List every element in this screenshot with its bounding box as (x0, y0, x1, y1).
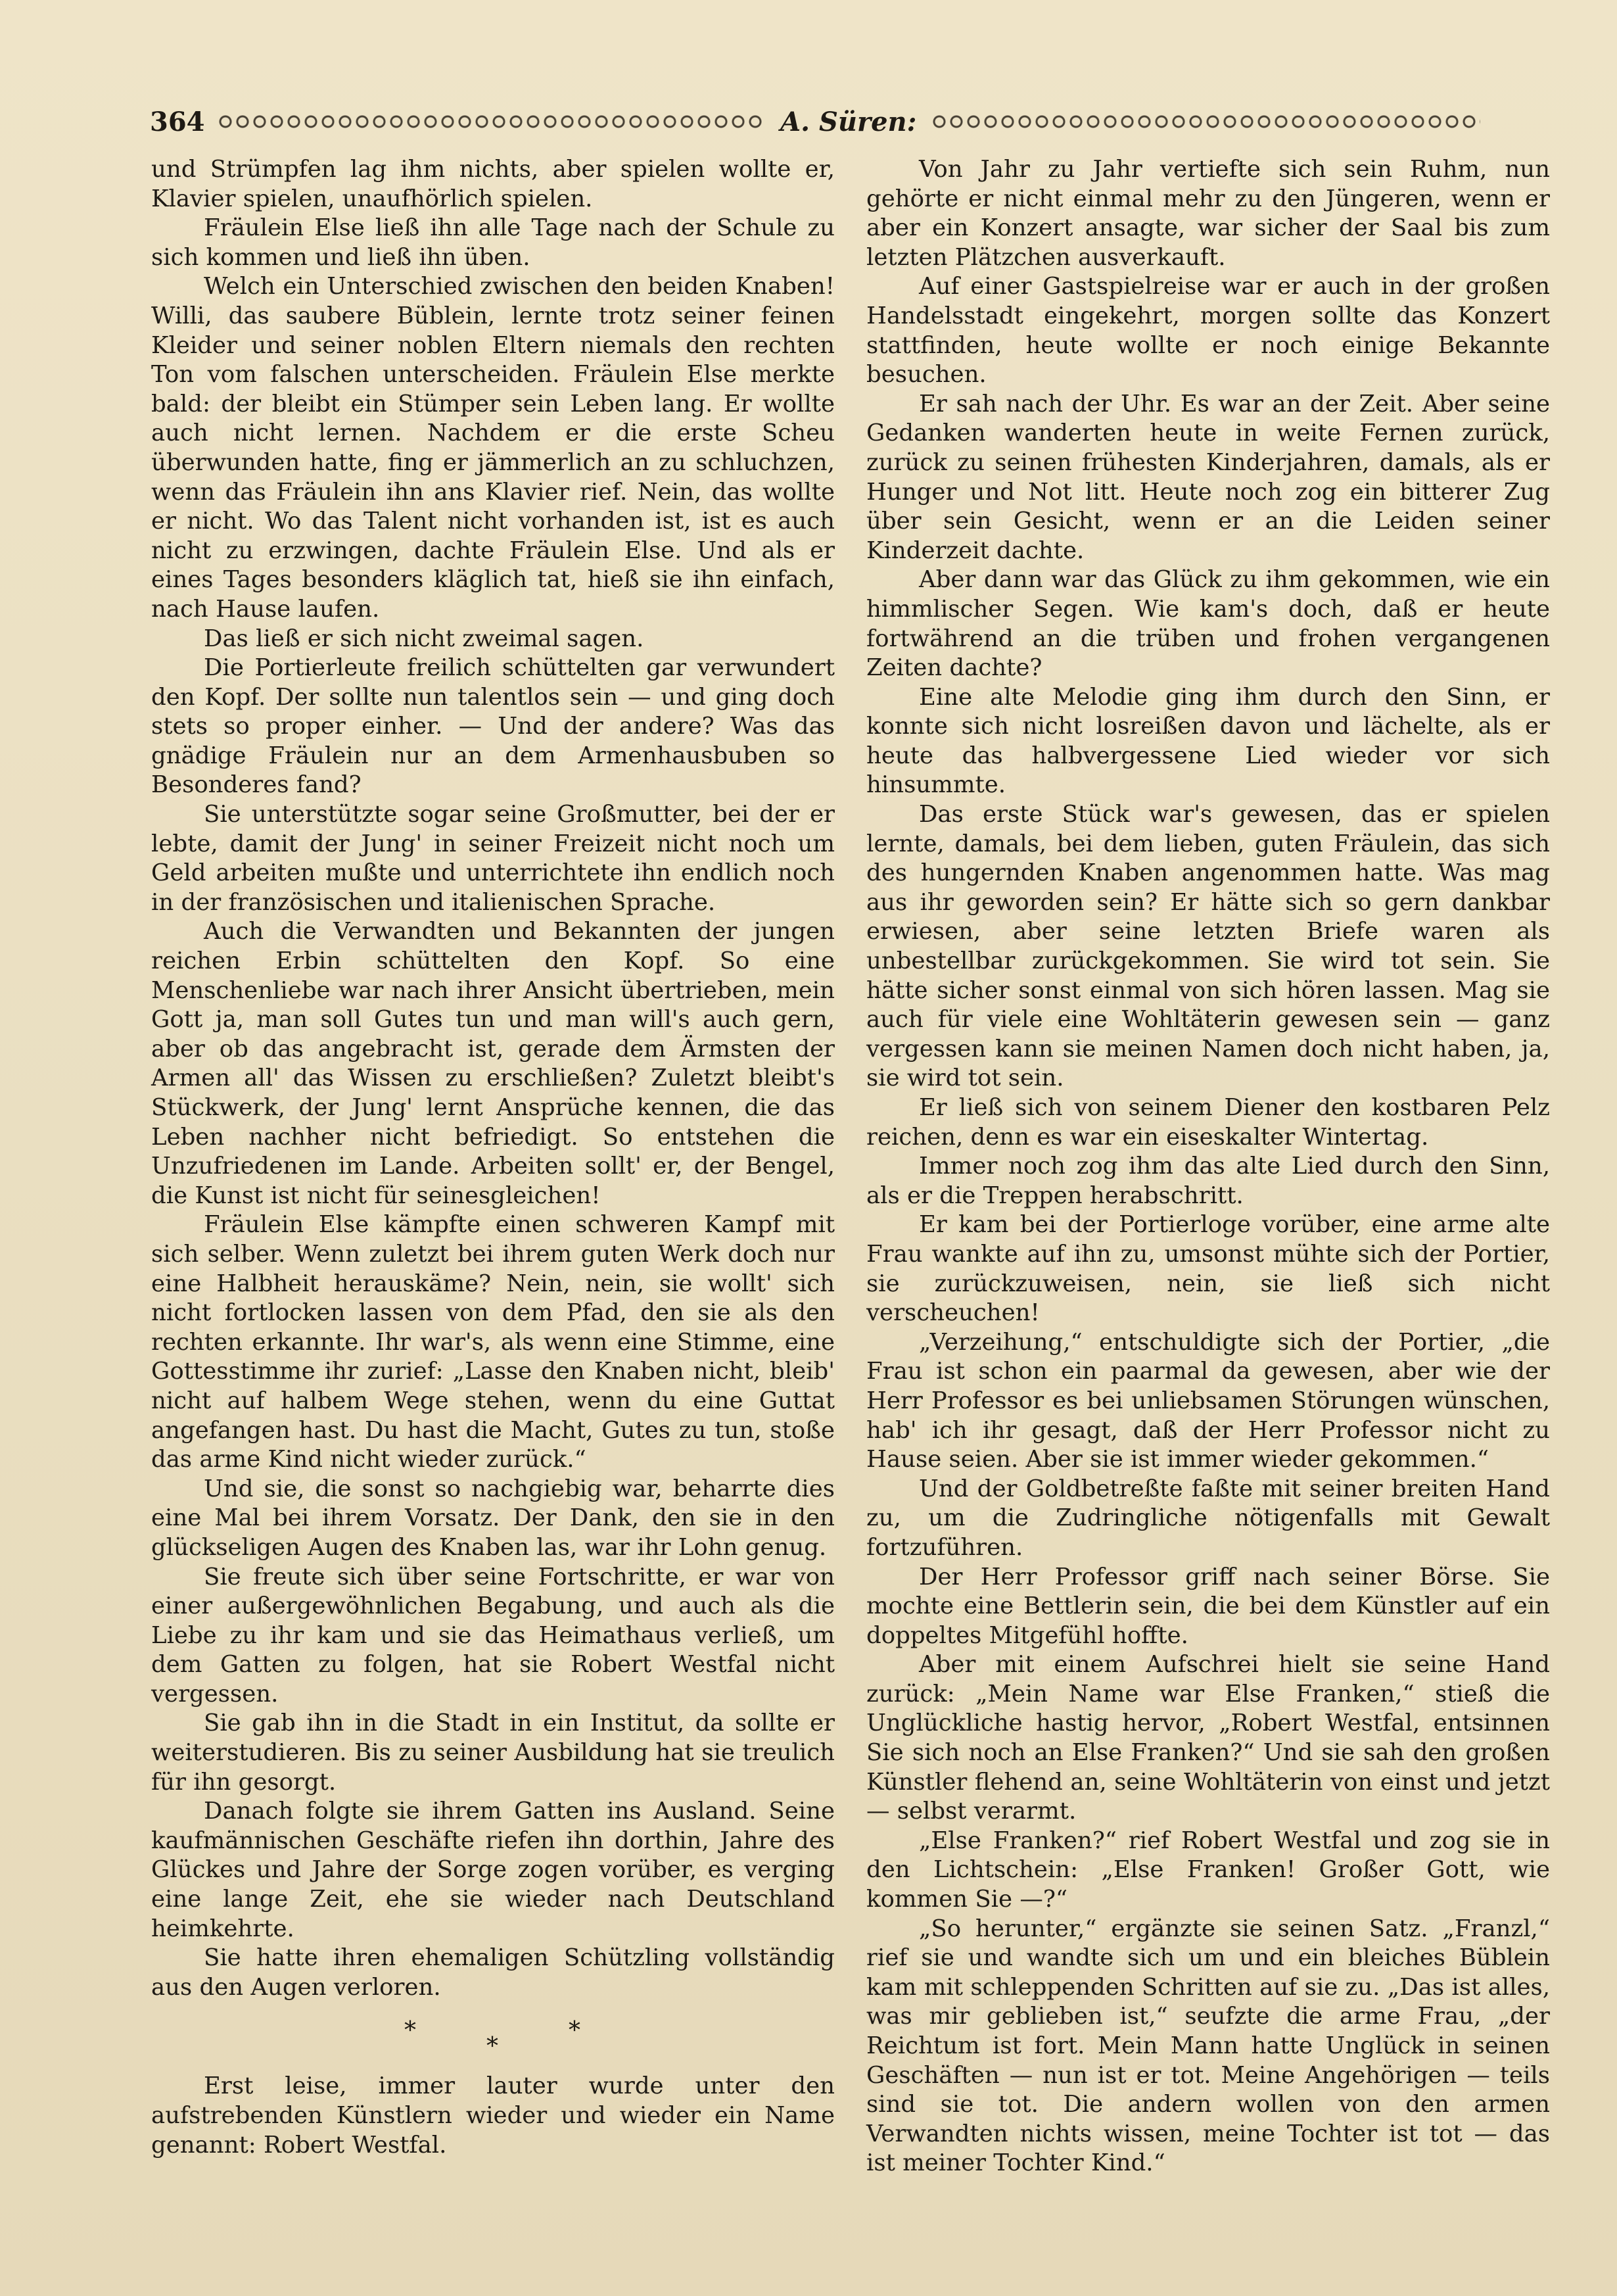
paragraph: Welch ein Unterschied zwischen den beiden Knaben! Willi, das saubere Büblein, lernte trotz seiner feinen Kleider und seiner noblen Eltern niemals den rechten Ton vom falschen unterscheiden. Fräulein Else merkte bald: der bleibt ein Stümper sein Leben lang. Er wollte auch nicht lernen. Nachdem er die erste Scheu überwunden hatte, fing er jämmerlich an zu schluchzen, wenn das Fräulein ihn ans Klavier rief. Nein, das wollte er nicht. Wo das Talent nicht vorhanden ist, ist es auch nicht zu erzwingen, dachte Fräulein Else. Und als er eines Tages besonders kläglich tat, hieß sie ihn einfach, nach Hause laufen. (151, 273, 835, 623)
right-column (866, 155, 1550, 2178)
left-column-after-separator (151, 2072, 835, 2160)
paragraph: Sie unterstützte sogar seine Großmutter, bei der er lebte, damit der Jung' in seiner Freizeit nicht noch um Geld arbeiten mußte und unterrichtete ihn endlich noch in der französischen und italienischen Sprache. (151, 801, 835, 916)
separator-star-1: * (404, 2017, 416, 2045)
ornament-rule-right (931, 113, 1480, 130)
page-number: 364 (150, 106, 205, 137)
paragraph: Erst leise, immer lauter wurde unter den aufstrebenden Künstlern wieder und wieder ein Name genannt: Robert Westfal. (151, 2072, 835, 2159)
paragraph: Und sie, die sonst so nachgiebig war, beharrte dies eine Mal bei ihrem Vorsatz. Der Dank, den sie in den glückseligen Augen des Knaben las, war ihr Lohn genug. (151, 1475, 835, 1561)
left-column (151, 155, 835, 2160)
separator-star-2: * (486, 2033, 498, 2061)
page-header (150, 99, 1480, 145)
paragraph: Immer noch zog ihm das alte Lied durch den Sinn, als er die Treppen herabschritt. (866, 1153, 1550, 1209)
paragraph: Er sah nach der Uhr. Es war an der Zeit. Aber seine Gedanken wanderten heute in weite Fernen zurück, zurück zu seinen frühesten Kinderjahren, damals, als er Hunger und Not litt. Heute noch zog ein bitterer Zug über sein Gesicht, wenn er an die Leiden seiner Kinderzeit dachte. (866, 390, 1550, 564)
paragraph: Auch die Verwandten und Bekannten der jungen reichen Erbin schüttelten den Kopf. So eine Menschenliebe war nach ihrer Ansicht übertrieben, mein Gott ja, man soll Gutes tun und man will's auch gern, aber ob das angebracht ist, gerade dem Ärmsten der Armen all' das Wissen zu erschließen? Zuletzt bleibt's Stückwerk, der Jung' lernt Ansprüche kennen, die das Leben nachher nicht befriedigt. So entstehen die Unzufriedenen im Lande. Arbeiten sollt' er, der Bengel, die Kunst ist nicht für seinesgleichen! (151, 918, 835, 1209)
paragraph: Auf einer Gastspielreise war er auch in der großen Handelsstadt eingekehrt, morgen sollte das Konzert stattfinden, heute wollte er noch einige Bekannte besuchen. (866, 273, 1550, 389)
paragraph: Das ließ er sich nicht zweimal sagen. (204, 625, 644, 652)
paragraph: Von Jahr zu Jahr vertiefte sich sein Ruhm, nun gehörte er nicht einmal mehr zu den Jüngeren, wenn er aber ein Konzert ansagte, war sicher der Saal bis zum letzten Plätzchen ausverkauft. (866, 156, 1550, 271)
paragraph: Er ließ sich von seinem Diener den kostbaren Pelz reichen, denn es war ein eiseskalter Wintertag. (866, 1094, 1550, 1151)
paragraph: „Verzeihung,“ entschuldigte sich der Portier, „die Frau ist schon ein paarmal da gewesen, aber wie der Herr Professor es bei unliebsamen Störungen wünschen, hab' ich ihr gesagt, daß der Herr Professor nicht zu Hause seien. Aber sie ist immer wieder gekommen.“ (866, 1328, 1550, 1473)
paragraph: Das erste Stück war's gewesen, das er spielen lernte, damals, bei dem lieben, guten Fräulein, das sich des hungernden Knaben angenommen hatte. Was mag aus ihr geworden sein? Er hätte sich so gern dankbar erwiesen, aber seine letzten Briefe waren als unbestellbar zurückgekommen. Sie wird tot sein. Sie hätte sicher sonst einmal von sich hören lassen. Mag sie auch für viele eine Wohltäterin gewesen sein — ganz vergessen kann sie meinen Namen doch nicht haben, ja, sie wird tot sein. (866, 801, 1550, 1092)
paragraph: Aber dann war das Glück zu ihm gekommen, wie ein himmlischer Segen. Wie kam's doch, daß er heute fortwährend an die trüben und frohen vergangenen Zeiten dachte? (866, 566, 1550, 682)
paragraph: Der Herr Professor griff nach seiner Börse. Sie mochte eine Bettlerin sein, die bei dem Künstler auf ein doppeltes Mitgefühl hoffte. (866, 1563, 1550, 1649)
paragraph: Sie freute sich über seine Fortschritte, er war von einer außergewöhnlichen Begabung, und auch als die Liebe zu ihr kam und sie das Heimathaus verließ, um dem Gatten zu folgen, hat sie Robert Westfal nicht vergessen. (151, 1563, 835, 1708)
running-head: A. Süren: (780, 106, 917, 137)
paragraph: Eine alte Melodie ging ihm durch den Sinn, er konnte sich nicht losreißen davon und lächelte, als er heute das halbvergessene Lied wieder vor sich hinsummte. (866, 683, 1550, 799)
ornament-rule-left (217, 113, 766, 130)
paragraph: „So herunter,“ ergänzte sie seinen Satz. „Franzl,“ rief sie und wandte sich um und ein bleiches Büblein kam mit schleppenden Schritten auf sie zu. „Das ist alles, was mir geblieben ist,“ seufzte die arme Frau, „der Reichtum ist fort. Mein Mann hatte Unglück in seinen Geschäften — nun ist er tot. Meine Angehörigen — teils sind sie tot. Die andern wollen von den armen Verwandten nichts wissen, meine Tochter ist tot — das ist meiner Tochter Kind.“ (866, 1915, 1550, 2177)
paragraph: Und der Goldbetreßte faßte mit seiner breiten Hand zu, um die Zudringliche nötigenfalls mit Gewalt fortzuführen. (866, 1475, 1550, 1561)
left-column-paragraphs (151, 155, 835, 2002)
separator-star-3: * (569, 2017, 580, 2045)
paragraph: Danach folgte sie ihrem Gatten ins Ausland. Seine kaufmännischen Geschäfte riefen ihn dorthin, Jahre des Glückes und Jahre der Sorge zogen vorüber, es verging eine lange Zeit, ehe sie wieder nach Deutschland heimkehrte. (151, 1798, 835, 1942)
section-separator (151, 2017, 835, 2061)
paragraph: Sie gab ihn in die Stadt in ein Institut, da sollte er weiterstudieren. Bis zu seiner Ausbildung hat sie treulich für ihn gesorgt. (151, 1710, 835, 1796)
paragraph: Die Portierleute freilich schüttelten gar verwundert den Kopf. Der sollte nun talentlos sein — und ging doch stets so proper einher. — Und der andere? Was das gnädige Fräulein nur an dem Armenhausbuben so Besonderes fand? (151, 654, 835, 799)
right-column-paragraphs (866, 155, 1550, 2178)
paragraph: Fräulein Else kämpfte einen schweren Kampf mit sich selber. Wenn zuletzt bei ihrem guten Werk doch nur eine Halbheit herauskäme? Nein, nein, sie wollt' sich nicht fortlocken lassen von dem Pfad, den sie als den rechten erkannte. Ihr war's, als wenn eine Stimme, eine Gottesstimme ihr zurief: „Lasse den Knaben nicht, bleib' nicht auf halbem Wege stehen, wenn du eine Guttat angefangen hast. Du hast die Macht, Gutes zu tun, stoße das arme Kind nicht wieder zurück.“ (151, 1211, 835, 1473)
paragraph: Er kam bei der Portierloge vorüber, eine arme alte Frau wankte auf ihn zu, umsonst mühte sich der Portier, sie zurückzuweisen, nein, sie ließ sich nicht verscheuchen! (866, 1211, 1550, 1327)
paragraph: Fräulein Else ließ ihn alle Tage nach der Schule zu sich kommen und ließ ihn üben. (151, 214, 835, 271)
paragraph: Sie hatte ihren ehemaligen Schützling vollständig aus den Augen verloren. (151, 1944, 835, 2001)
paragraph: und Strümpfen lag ihm nichts, aber spielen wollte er, Klavier spielen, unaufhörlich spielen. (151, 156, 835, 212)
paragraph: Aber mit einem Aufschrei hielt sie seine Hand zurück: „Mein Name war Else Franken,“ stieß die Unglückliche hastig hervor, „Robert Westfal, entsinnen Sie sich noch an Else Franken?“ Und sie sah den großen Künstler flehend an, seine Wohltäterin von einst und jetzt — selbst verarmt. (866, 1651, 1550, 1825)
paragraph: „Else Franken?“ rief Robert Westfal und zog sie in den Lichtschein: „Else Franken! Großer Gott, wie kommen Sie —?“ (866, 1827, 1550, 1913)
